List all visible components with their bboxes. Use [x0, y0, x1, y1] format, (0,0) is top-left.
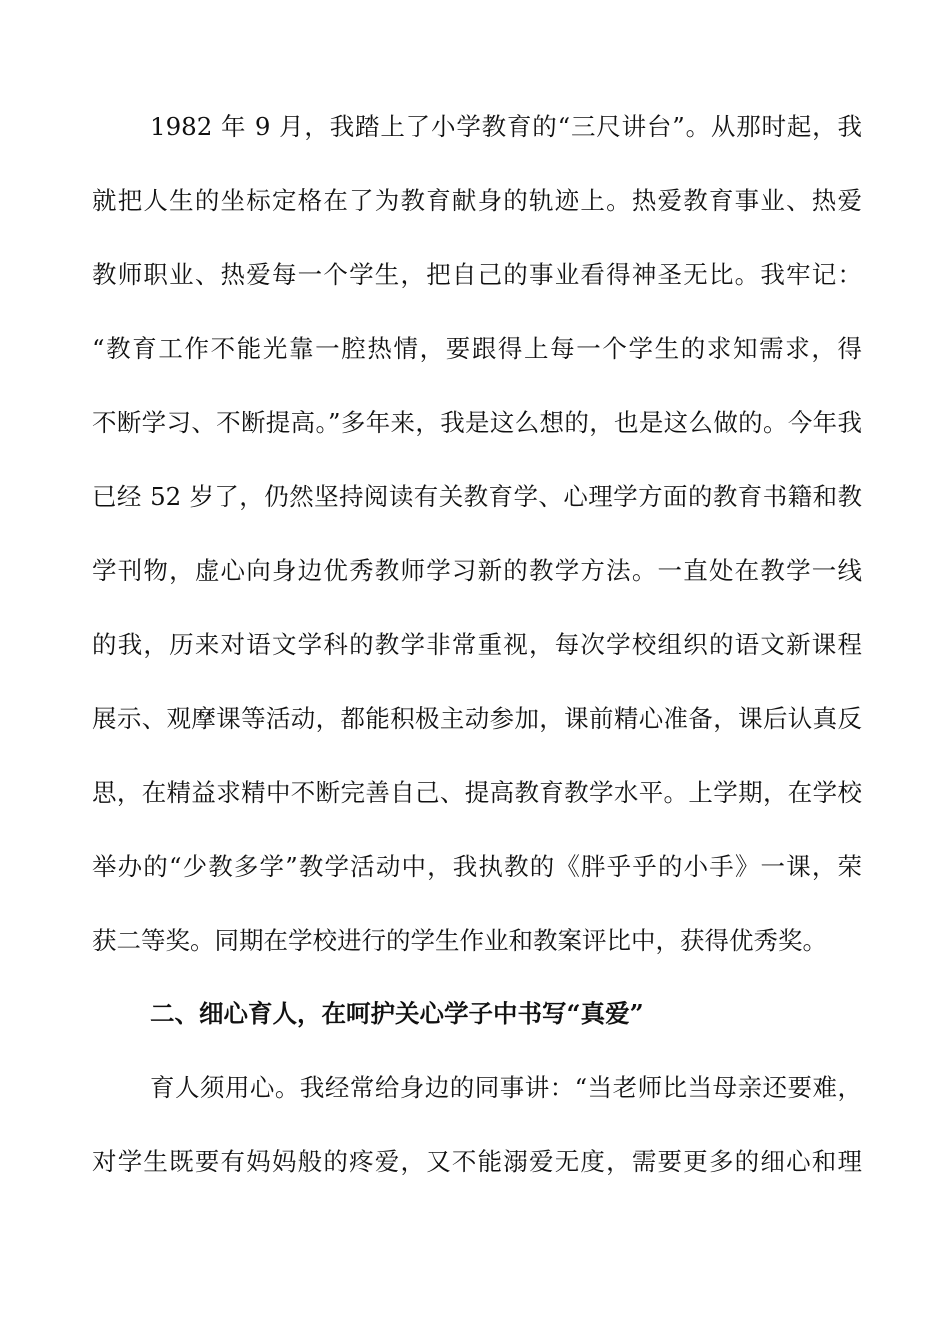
paragraph-line: 1982 年 9 月，我踏上了小学教育的“三尺讲台”。从那时起，我	[150, 112, 862, 141]
paragraph-line: “教育工作不能光靠一腔热情，要跟得上每一个学生的求知需求，得	[92, 334, 862, 363]
paragraph-line: 就把人生的坐标定格在了为教育献身的轨迹上。热爱教育事业、热爱	[92, 186, 862, 215]
paragraph-line: 教师职业、热爱每一个学生，把自己的事业看得神圣无比。我牢记：	[92, 260, 862, 289]
paragraph-line: 已经 52 岁了，仍然坚持阅读有关教育学、心理学方面的教育书籍和教	[92, 482, 862, 511]
paragraph-line: 举办的“少教多学”教学活动中，我执教的《胖乎乎的小手》一课，荣	[92, 852, 862, 881]
paragraph-line: 不断学习、不断提高。”多年来，我是这么想的，也是这么做的。今年我	[92, 408, 862, 437]
paragraph-line: 获二等奖。同期在学校进行的学生作业和教案评比中，获得优秀奖。	[92, 926, 827, 955]
paragraph-line: 思，在精益求精中不断完善自己、提高教育教学水平。上学期，在学校	[92, 778, 862, 807]
paragraph-line: 学刊物，虚心向身边优秀教师学习新的教学方法。一直处在教学一线	[92, 556, 862, 585]
paragraph-line: 的我，历来对语文学科的教学非常重视，每次学校组织的语文新课程	[92, 630, 862, 659]
paragraph-line: 对学生既要有妈妈般的疼爱，又不能溺爱无度，需要更多的细心和理	[92, 1147, 862, 1176]
paragraph-line: 展示、观摩课等活动，都能积极主动参加，课前精心准备，课后认真反	[92, 704, 862, 733]
section-heading: 二、细心育人，在呵护关心学子中书写“真爱”	[150, 999, 644, 1028]
paragraph-line: 育人须用心。我经常给身边的同事讲：“当老师比当母亲还要难，	[150, 1073, 862, 1102]
